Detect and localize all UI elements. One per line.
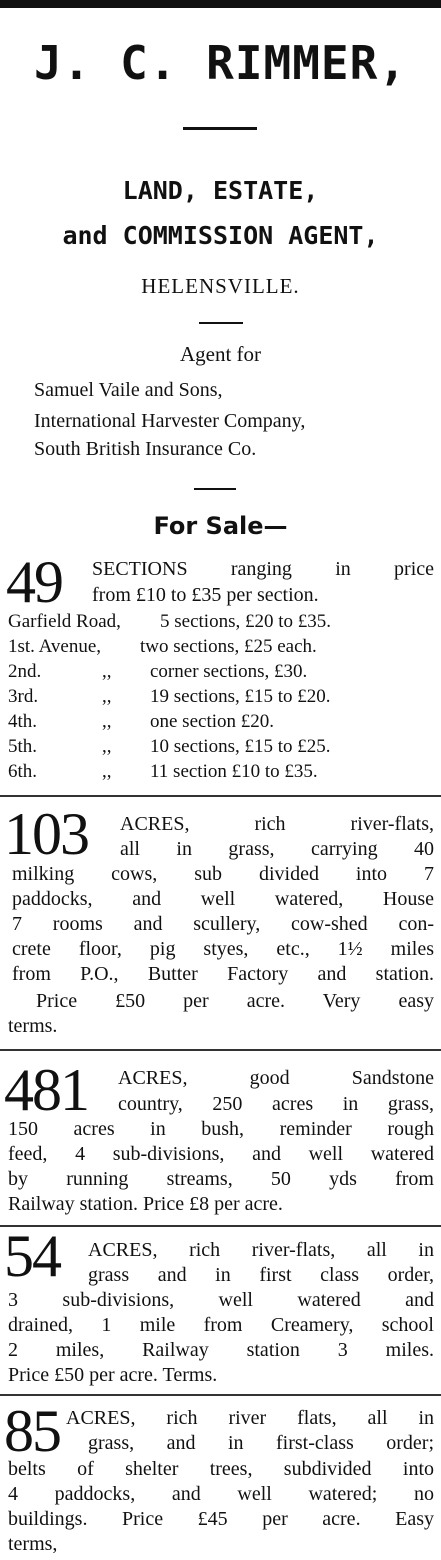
agency-line: Samuel Vaile and Sons, bbox=[34, 379, 223, 401]
listing-text-line: ACRES, good Sandstone bbox=[118, 1067, 434, 1089]
listing-text-line: 3 sub-divisions, well watered and bbox=[8, 1289, 434, 1311]
listing-text-line: from P.O., Butter Factory and station. bbox=[12, 963, 434, 985]
listing-text-line: drained, 1 mile from Creamery, school bbox=[8, 1314, 434, 1336]
ditto-mark: ,, bbox=[102, 661, 112, 682]
short-divider-1 bbox=[183, 127, 257, 130]
street-detail: 5 sections, £20 to £35. bbox=[160, 611, 331, 632]
listing-text-line: ACRES, rich river-flats, all in bbox=[88, 1239, 434, 1261]
listing-text-line: crete floor, pig styes, etc., 1½ miles bbox=[12, 938, 434, 960]
street-name: 3rd. bbox=[8, 686, 39, 707]
business-line-2: and COMMISSION AGENT, bbox=[62, 221, 379, 250]
street-detail: 11 section £10 to £35. bbox=[150, 761, 318, 782]
listing-number: 481 bbox=[4, 1057, 88, 1123]
section-divider bbox=[0, 1394, 441, 1396]
listing-text-line: all in grass, carrying 40 bbox=[120, 838, 434, 860]
agent-for-label: Agent for bbox=[179, 342, 262, 366]
listing-text-line: grass, and in first-class order; bbox=[88, 1432, 434, 1454]
listing-text-line: 150 acres in bush, reminder rough bbox=[8, 1118, 434, 1140]
ditto-mark: ,, bbox=[102, 761, 112, 782]
listing-text-line: feed, 4 sub-divisions, and well watered bbox=[8, 1143, 434, 1165]
listing-text-line: 4 paddocks, and well watered; no bbox=[8, 1483, 434, 1505]
short-divider-3 bbox=[194, 488, 236, 490]
business-line-1: LAND, ESTATE, bbox=[122, 176, 319, 205]
listing-text-line: SECTIONS ranging in price bbox=[92, 558, 434, 580]
listing-number: 85 bbox=[4, 1398, 60, 1464]
listing-number: 103 bbox=[4, 801, 88, 867]
town-name: HELENSVILLE. bbox=[141, 274, 300, 298]
street-detail: corner sections, £30. bbox=[150, 661, 308, 682]
street-detail: 10 sections, £15 to £25. bbox=[150, 736, 331, 757]
section-divider bbox=[0, 1049, 441, 1051]
agent-name-heading: J. C. RIMMER, bbox=[33, 36, 408, 90]
listing-text-line: by running streams, 50 yds from bbox=[8, 1168, 434, 1190]
listing-text-line: milking cows, sub divided into 7 bbox=[12, 863, 434, 885]
agency-line: South British Insurance Co. bbox=[34, 438, 257, 460]
section-divider bbox=[0, 1225, 441, 1227]
ditto-mark: ,, bbox=[102, 736, 112, 757]
agency-line: International Harvester Company, bbox=[34, 410, 306, 432]
listing-text-line: terms. bbox=[8, 1015, 58, 1037]
street-detail: one section £20. bbox=[150, 711, 275, 732]
listing-text-line: belts of shelter trees, subdivided into bbox=[8, 1458, 434, 1480]
listing-text-line: from £10 to £35 per section. bbox=[92, 584, 319, 606]
section-divider bbox=[0, 795, 441, 797]
listing-text-line: country, 250 acres in grass, bbox=[118, 1093, 434, 1115]
listing-text-line: ACRES, rich river flats, all in bbox=[66, 1407, 434, 1429]
street-name: 2nd. bbox=[8, 661, 42, 682]
street-name: 5th. bbox=[8, 736, 38, 757]
street-detail: two sections, £25 each. bbox=[140, 636, 317, 657]
street-name: 6th. bbox=[8, 761, 38, 782]
street-detail: 19 sections, £15 to £20. bbox=[150, 686, 331, 707]
listing-text-line: 2 miles, Railway station 3 miles. bbox=[8, 1339, 434, 1361]
street-name: 4th. bbox=[8, 711, 38, 732]
ditto-mark: ,, bbox=[102, 686, 112, 707]
short-divider-2 bbox=[199, 322, 243, 324]
street-name: 1st. Avenue, bbox=[8, 636, 102, 657]
street-name: Garfield Road, bbox=[8, 611, 121, 632]
listing-text-line: Price £50 per acre. Very easy bbox=[36, 990, 434, 1012]
listing-number: 54 bbox=[4, 1223, 60, 1289]
listing-text-line: buildings. Price £45 per acre. Easy bbox=[8, 1508, 434, 1530]
listing-text-line: Price £50 per acre. Terms. bbox=[8, 1364, 218, 1386]
listing-text-line: ACRES, rich river-flats, bbox=[120, 813, 434, 835]
listing-text-line: Railway station. Price £8 per acre. bbox=[8, 1193, 283, 1215]
listing-text-line: grass and in first class order, bbox=[88, 1264, 434, 1286]
listing-number: 49 bbox=[6, 549, 62, 615]
ditto-mark: ,, bbox=[102, 711, 112, 732]
listing-text-line: paddocks, and well watered, House bbox=[12, 888, 434, 910]
for-sale-heading: For Sale— bbox=[153, 512, 288, 540]
listing-text-line: terms, bbox=[8, 1533, 58, 1555]
listing-text-line: 7 rooms and scullery, cow-shed con- bbox=[12, 913, 434, 935]
top-border-rule bbox=[0, 0, 441, 8]
